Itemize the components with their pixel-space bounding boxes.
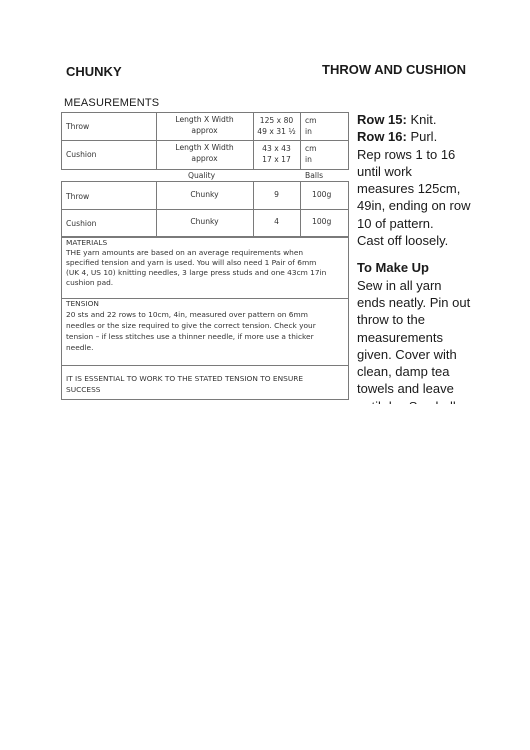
materials-line: THE yarn amounts are based on an average requirements when	[66, 248, 304, 257]
materials-line: specified tension and yarn is used. You will also need 1 Pair of 6mm	[66, 258, 317, 267]
measure-value-in: 17 x 17	[262, 155, 291, 164]
instructions-column	[357, 111, 487, 415]
yarn-weight: 100g	[312, 190, 332, 199]
balls-header: Balls	[305, 171, 324, 180]
unit-in: in	[305, 155, 312, 164]
make-up-line: clean, damp tea	[357, 364, 450, 380]
essential-line: SUCCESS	[66, 385, 101, 394]
dimension-approx: approx	[191, 126, 218, 135]
dimension-label: Length X Width	[175, 143, 234, 152]
tension-line: needle.	[66, 343, 94, 352]
pattern-title: THROW AND CUSHION	[322, 62, 466, 77]
row-16-text: Purl.	[406, 129, 438, 145]
measure-value-in: 49 x 31 ½	[257, 127, 296, 136]
tension-line: tension – if less stitches use a thinner needle, if more use a thicker	[66, 332, 314, 341]
yarn-balls: 9	[274, 190, 279, 199]
make-up-line: measurements	[357, 329, 443, 345]
make-up-line: ends neatly. Pin out	[357, 294, 471, 310]
yarn-row-name: Throw	[66, 192, 90, 201]
tension-line: needles or the size required to give the correct tension. Check your	[66, 321, 316, 330]
dimension-label: Length X Width	[175, 115, 234, 124]
measure-value-cm: 43 x 43	[262, 144, 291, 153]
dimension-approx: approx	[191, 154, 218, 163]
materials-line: (UK 4, US 10) knitting needles, 3 large press studs and one 43cm 17in	[66, 268, 327, 277]
yarn-quality: Chunky	[190, 190, 219, 199]
yarn-balls: 4	[274, 217, 279, 226]
row-16-instruction	[357, 128, 487, 145]
repeat-line: Rep rows 1 to 16	[357, 146, 456, 162]
materials-heading: MATERIALS	[66, 238, 108, 247]
page-crop-mask	[340, 404, 530, 434]
repeat-line: until work	[357, 163, 412, 179]
measure-row-name: Throw	[66, 122, 90, 131]
unit-cm: cm	[305, 144, 317, 153]
repeat-line: 10 of pattern.	[357, 215, 434, 231]
row-16-label: Row 16:	[357, 129, 407, 145]
tension-heading: TENSION	[66, 299, 99, 308]
row-15-instruction	[357, 111, 487, 128]
unit-cm: cm	[305, 116, 317, 125]
tension-line: 20 sts and 22 rows to 10cm, 4in, measured over pattern on 6mm	[66, 310, 308, 319]
row-15-text: Knit.	[406, 112, 437, 127]
repeat-line: 49in, ending on row	[357, 198, 471, 214]
yarn-row-name: Cushion	[66, 219, 97, 228]
repeat-line: measures 125cm,	[357, 181, 461, 197]
essential-line: IT IS ESSENTIAL TO WORK TO THE STATED TENSION TO ENSURE	[66, 374, 304, 383]
repeat-line: Cast off loosely.	[357, 233, 449, 249]
yarn-weight: 100g	[312, 217, 332, 226]
yarn-quality: Chunky	[190, 217, 219, 226]
make-up-heading: To Make Up	[357, 260, 429, 276]
make-up-line: throw to the	[357, 312, 425, 328]
measure-value-cm: 125 x 80	[259, 116, 294, 125]
measure-row-name: Cushion	[66, 150, 97, 159]
measurements-heading: MEASUREMENTS	[64, 97, 160, 109]
make-up-line: towels and leave	[357, 381, 454, 397]
make-up-line: Sew in all yarn	[357, 277, 442, 293]
materials-line: cushion pad.	[66, 278, 114, 287]
yarn-weight-title: CHUNKY	[66, 64, 122, 79]
unit-in: in	[305, 127, 312, 136]
row-15-label: Row 15:	[357, 112, 407, 127]
quality-header: Quality	[188, 171, 216, 180]
make-up-line: given. Cover with	[357, 346, 457, 362]
